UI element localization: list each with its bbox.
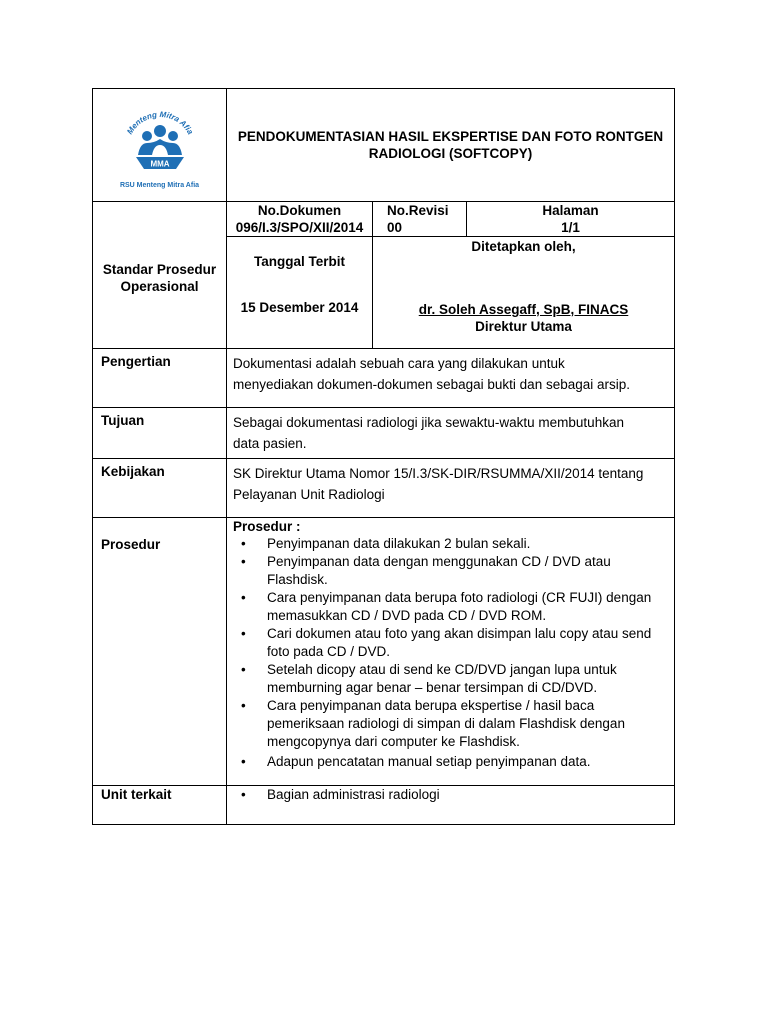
pengertian-row bbox=[93, 349, 675, 408]
tujuan-label: Tujuan bbox=[93, 408, 227, 459]
prosedur-heading: Prosedur : bbox=[233, 519, 301, 534]
bullet-icon: • bbox=[241, 626, 246, 641]
bullet-icon: • bbox=[241, 536, 246, 551]
hospital-logo-icon bbox=[114, 105, 206, 175]
kebijakan-text bbox=[227, 459, 675, 518]
pengertian-line-2: menyediakan dokumen-dokumen sebagai bukti dan sebagai arsip. bbox=[233, 377, 631, 392]
tanggal-cell bbox=[227, 237, 373, 349]
prosedur-list bbox=[233, 535, 668, 771]
kebijakan-row bbox=[93, 459, 675, 518]
header-row bbox=[93, 89, 675, 202]
ditetapkan-cell bbox=[373, 237, 675, 349]
pengertian-text bbox=[227, 349, 675, 408]
tujuan-text bbox=[227, 408, 675, 459]
spo-label-cell bbox=[93, 202, 227, 349]
bullet-icon: • bbox=[241, 554, 246, 569]
pengertian-line-1: Dokumentasi adalah sebuah cara yang dilakukan untuk bbox=[233, 356, 565, 371]
prosedur-label: Prosedur bbox=[93, 518, 227, 786]
no-dokumen-value: 096/I.3/SPO/XII/2014 bbox=[235, 220, 364, 235]
no-dokumen-cell bbox=[227, 202, 373, 237]
unit-terkait-row bbox=[93, 786, 675, 825]
document-title: PENDOKUMENTASIAN HASIL EKSPERTISE DAN FOTO RONTGEN RADIOLOGI (SOFTCOPY) bbox=[227, 89, 675, 202]
halaman-value: 1/1 bbox=[561, 220, 580, 235]
kebijakan-label: Kebijakan bbox=[93, 459, 227, 518]
tujuan-line-2: data pasien. bbox=[233, 436, 307, 451]
signer-title: Direktur Utama bbox=[475, 319, 572, 334]
no-revisi-label: No.Revisi bbox=[387, 203, 449, 218]
list-item: • Penyimpanan data dilakukan 2 bulan sekali. bbox=[241, 536, 531, 551]
list-item: • Setelah dicopy atau di send ke CD/DVD jangan lupa untuk memburning agar benar – benar tersimpan di CD/DVD. bbox=[241, 662, 617, 695]
bullet-icon: • bbox=[241, 662, 246, 677]
halaman-cell bbox=[467, 202, 675, 237]
prosedur-content bbox=[227, 518, 675, 786]
tujuan-row bbox=[93, 408, 675, 459]
pengertian-label: Pengertian bbox=[93, 349, 227, 408]
spo-label: Standar Prosedur Operasional bbox=[102, 262, 217, 294]
logo-cell bbox=[93, 89, 227, 202]
logo-caption: RSU Menteng Mitra Afia bbox=[119, 181, 200, 189]
bullet-icon: • bbox=[241, 698, 246, 713]
logo-arc-text: Menteng Mitra Afia bbox=[124, 109, 195, 136]
bullet-icon: • bbox=[241, 787, 246, 802]
no-dokumen-label: No.Dokumen bbox=[257, 203, 342, 218]
kebijakan-line-2: Pelayanan Unit Radiologi bbox=[233, 487, 385, 502]
list-item: • Cara penyimpanan data berupa foto radiologi (CR FUJI) dengan memasukkan CD / DVD pada CD / DVD ROM. bbox=[241, 590, 652, 623]
unit-terkait-list bbox=[233, 786, 668, 804]
halaman-label: Halaman bbox=[542, 203, 599, 218]
bullet-icon: • bbox=[241, 590, 246, 605]
prosedur-row bbox=[93, 518, 675, 786]
hospital-logo bbox=[105, 101, 215, 190]
list-item: • Bagian administrasi radiologi bbox=[241, 787, 440, 802]
doc-number-row bbox=[93, 202, 675, 237]
tujuan-line-1: Sebagai dokumentasi radiologi jika sewaktu-waktu membutuhkan bbox=[233, 415, 624, 430]
list-item: • Cara penyimpanan data berupa ekspertise / hasil baca pemeriksaan radiologi di simpan di dalam Flashdisk dengan mengcopynya dari computer ke Flashdisk. bbox=[241, 698, 625, 749]
bullet-icon: • bbox=[241, 754, 246, 769]
logo-badge-text: MMA bbox=[149, 159, 170, 168]
signer-name: dr. Soleh Assegaff, SpB, FINACS bbox=[418, 302, 629, 317]
list-item: • Penyimpanan data dengan menggunakan CD / DVD atau Flashdisk. bbox=[241, 554, 611, 587]
ditetapkan-label: Ditetapkan oleh, bbox=[471, 239, 576, 254]
unit-terkait-content bbox=[227, 786, 675, 825]
tanggal-label: Tanggal Terbit bbox=[254, 254, 345, 269]
no-revisi-value: 00 bbox=[387, 220, 403, 235]
unit-terkait-label: Unit terkait bbox=[93, 786, 227, 825]
list-item: • Cari dokumen atau foto yang akan disimpan lalu copy atau send foto pada CD / DVD. bbox=[241, 626, 652, 659]
kebijakan-line-1: SK Direktur Utama Nomor 15/I.3/SK-DIR/RSUMMA/XII/2014 tentang bbox=[233, 466, 644, 481]
no-revisi-cell bbox=[373, 202, 467, 237]
tanggal-value: 15 Desember 2014 bbox=[240, 300, 359, 315]
spo-table bbox=[92, 88, 675, 825]
list-item: • Adapun pencatatan manual setiap penyimpanan data. bbox=[241, 754, 591, 769]
